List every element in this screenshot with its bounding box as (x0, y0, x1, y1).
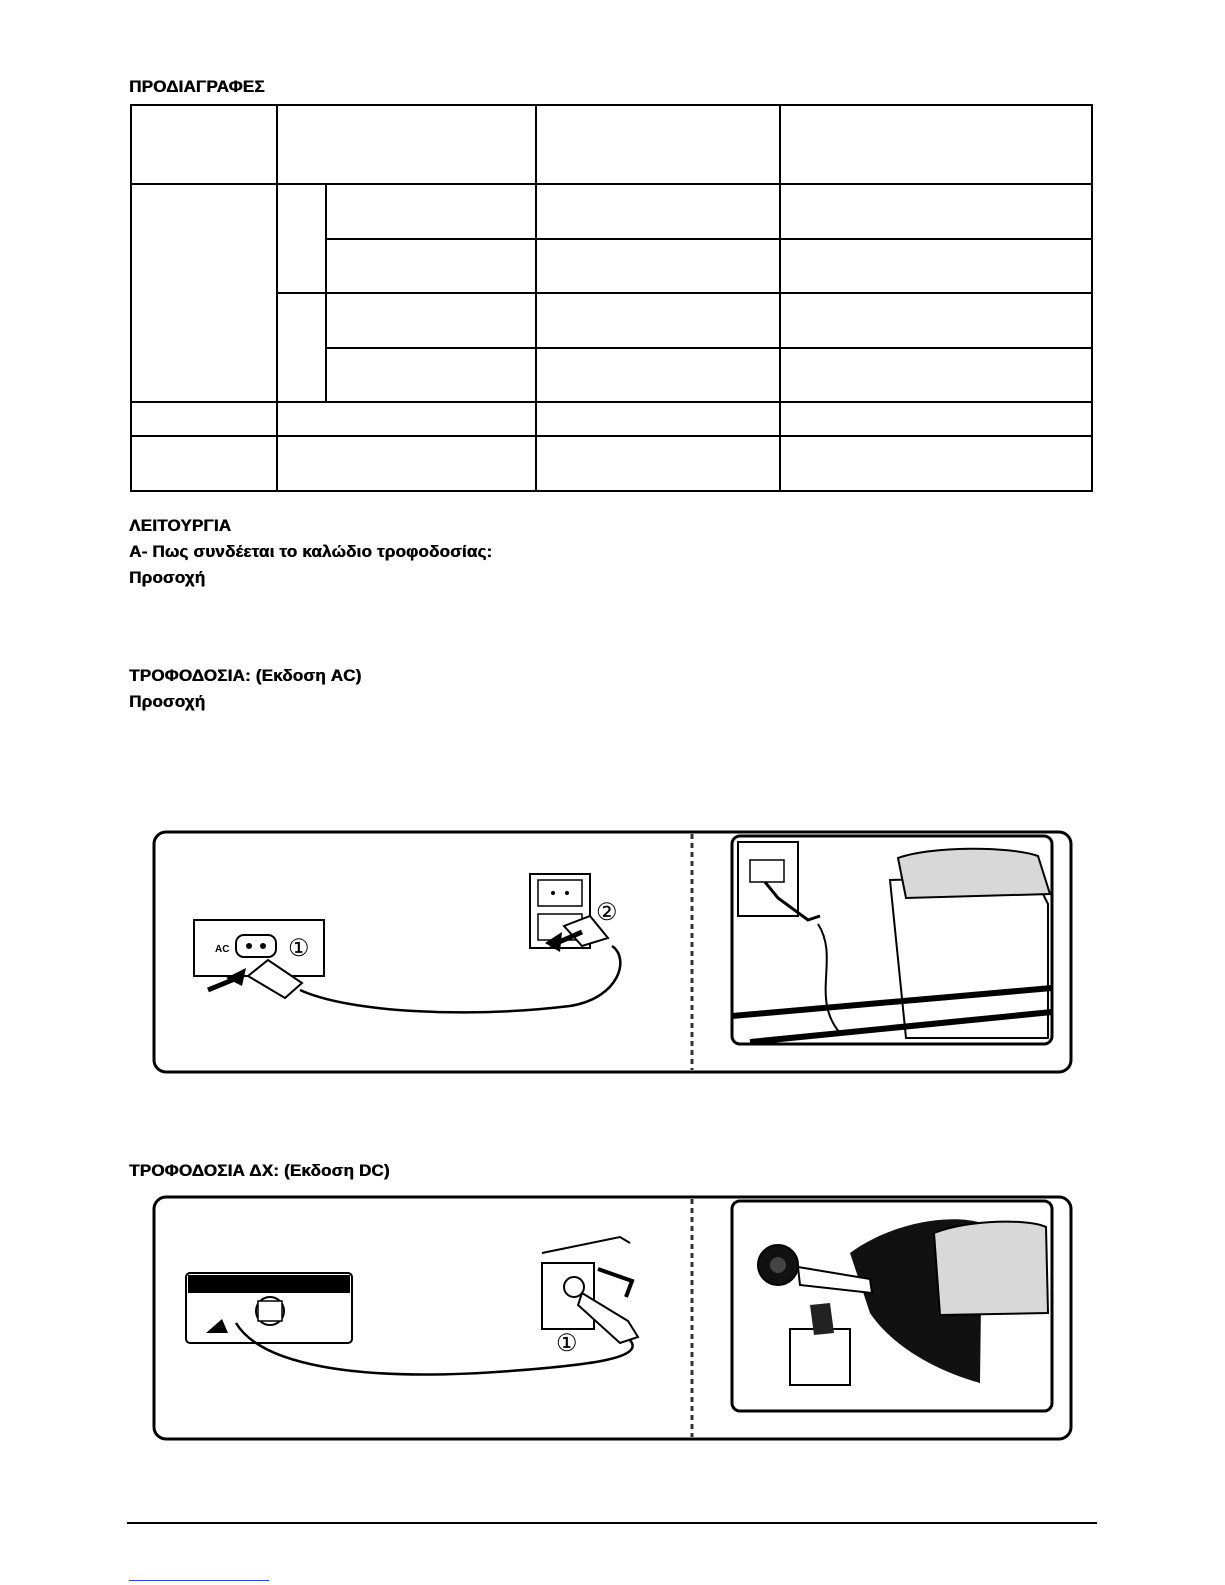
cooler-with-plug-illustration (732, 836, 1052, 1044)
attention-label-1: Προσοχή (129, 568, 206, 587)
ac-supply-heading: ΤΡΟΦΟΔΟΣΙΑ: (Εκδοση AC) (129, 666, 362, 685)
dc-connection-illustration (150, 1193, 1075, 1443)
table-outer-border (131, 105, 1092, 491)
dc-supply-heading: ΤΡΟΦΟΔΟΣΙΑ ΔΧ: (Εκδοση DC) (129, 1161, 390, 1180)
specifications-table (0, 0, 1225, 500)
step-1-marker: ① (288, 934, 310, 962)
car-cooler-illustration (732, 1201, 1052, 1411)
cable-connection-heading: Α- Πως συνδέεται το καλώδιο τροφοδοσίας: (129, 542, 493, 561)
dc-step-1-marker: ① (556, 1329, 578, 1357)
ac-label: AC (215, 944, 230, 955)
dc-inlet-icon (186, 1273, 352, 1343)
operation-heading: ΛΕΙΤΟΥΡΓΙΑ (129, 516, 232, 535)
ac-connection-illustration (150, 828, 1075, 1076)
attention-label-2: Προσοχή (129, 692, 206, 711)
specs-heading: ΠΡΟΔΙΑΓΡΑΦΕΣ (129, 77, 265, 96)
car-lighter-socket-icon (542, 1237, 638, 1357)
footer-rule (127, 1522, 1097, 1524)
step-2-marker: ② (596, 898, 618, 926)
footer-link-underline (129, 1580, 269, 1581)
